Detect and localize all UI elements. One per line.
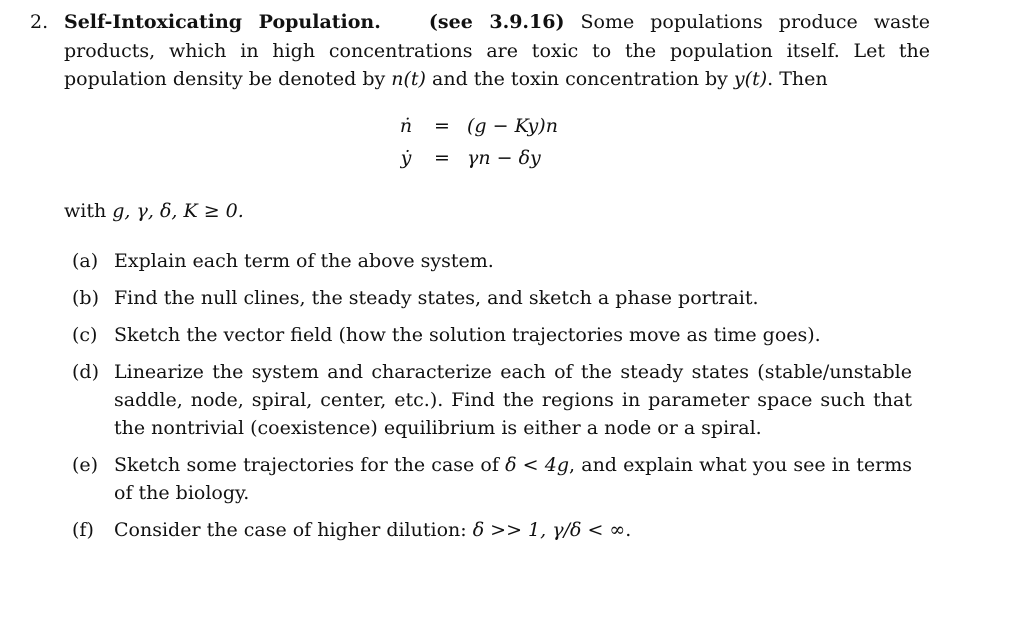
sub-questions [72, 247, 912, 553]
part-label: (c) [72, 324, 98, 346]
sub-question-a [72, 247, 912, 275]
sub-question-c [72, 321, 912, 349]
part-label: (f) [72, 519, 94, 541]
part-text: Linearize the system and characterize each of the steady states (stable/unstable saddle, node, spiral, center, etc.). Find the regions in parameter space such that the nontrivial (coexistence) equilibrium is either a node or a spiral. [114, 361, 912, 439]
part-math: δ < 4g [505, 454, 570, 476]
equation-rhs: γn − δy [467, 147, 541, 169]
part-math: δ >> 1, γ/δ < ∞ [472, 519, 626, 541]
intro-text-1: Some populations produce waste products, which in high concentrations are toxic to the population itself. Let the population density be denoted by [64, 11, 931, 90]
intro-text-2: and the toxin concentration by [425, 68, 734, 90]
part-text: Sketch the vector field (how the solution trajectories move as time goes). [114, 324, 821, 346]
sub-question-b [72, 284, 912, 312]
part-text: Consider the case of higher dilution: [114, 519, 473, 541]
equation-system [395, 115, 558, 179]
intro-text-3: . Then [767, 68, 828, 90]
sub-question-f [72, 516, 912, 544]
problem-reference: (see 3.9.16) [428, 11, 565, 33]
part-text: Find the null clines, the steady states, and sketch a phase portrait. [114, 287, 759, 309]
equation-lhs: ẏ [400, 147, 412, 169]
part-text: Explain each term of the above system. [114, 250, 494, 272]
equation-rhs: (g − Ky)n [467, 115, 558, 137]
problem-title: Self-Intoxicating Population. [64, 11, 381, 33]
problem-number: 2. [30, 11, 49, 33]
sub-question-e [72, 451, 912, 507]
equals-sign: = [434, 115, 450, 137]
equals-sign: = [434, 147, 450, 169]
equation-lhs: ṅ [399, 115, 413, 137]
parameter-condition [64, 200, 244, 222]
part-text: , and explain what you see in terms of the biology. [114, 454, 912, 504]
part-text: Sketch some trajectories for the case of [114, 454, 506, 476]
part-label: (e) [72, 454, 99, 476]
var-n: n(t) [391, 68, 426, 90]
equation-row [395, 115, 558, 147]
condition-math: g, γ, δ, K ≥ 0. [112, 200, 244, 222]
equation-row [395, 147, 558, 179]
var-y: y(t) [733, 68, 768, 90]
condition-prefix: with [64, 200, 113, 222]
problem-intro [64, 8, 930, 94]
problem-statement [30, 8, 930, 94]
part-label: (b) [72, 287, 99, 309]
sub-question-d [72, 358, 912, 442]
part-label: (d) [72, 361, 99, 383]
part-text: . [625, 519, 632, 541]
part-label: (a) [72, 250, 99, 272]
